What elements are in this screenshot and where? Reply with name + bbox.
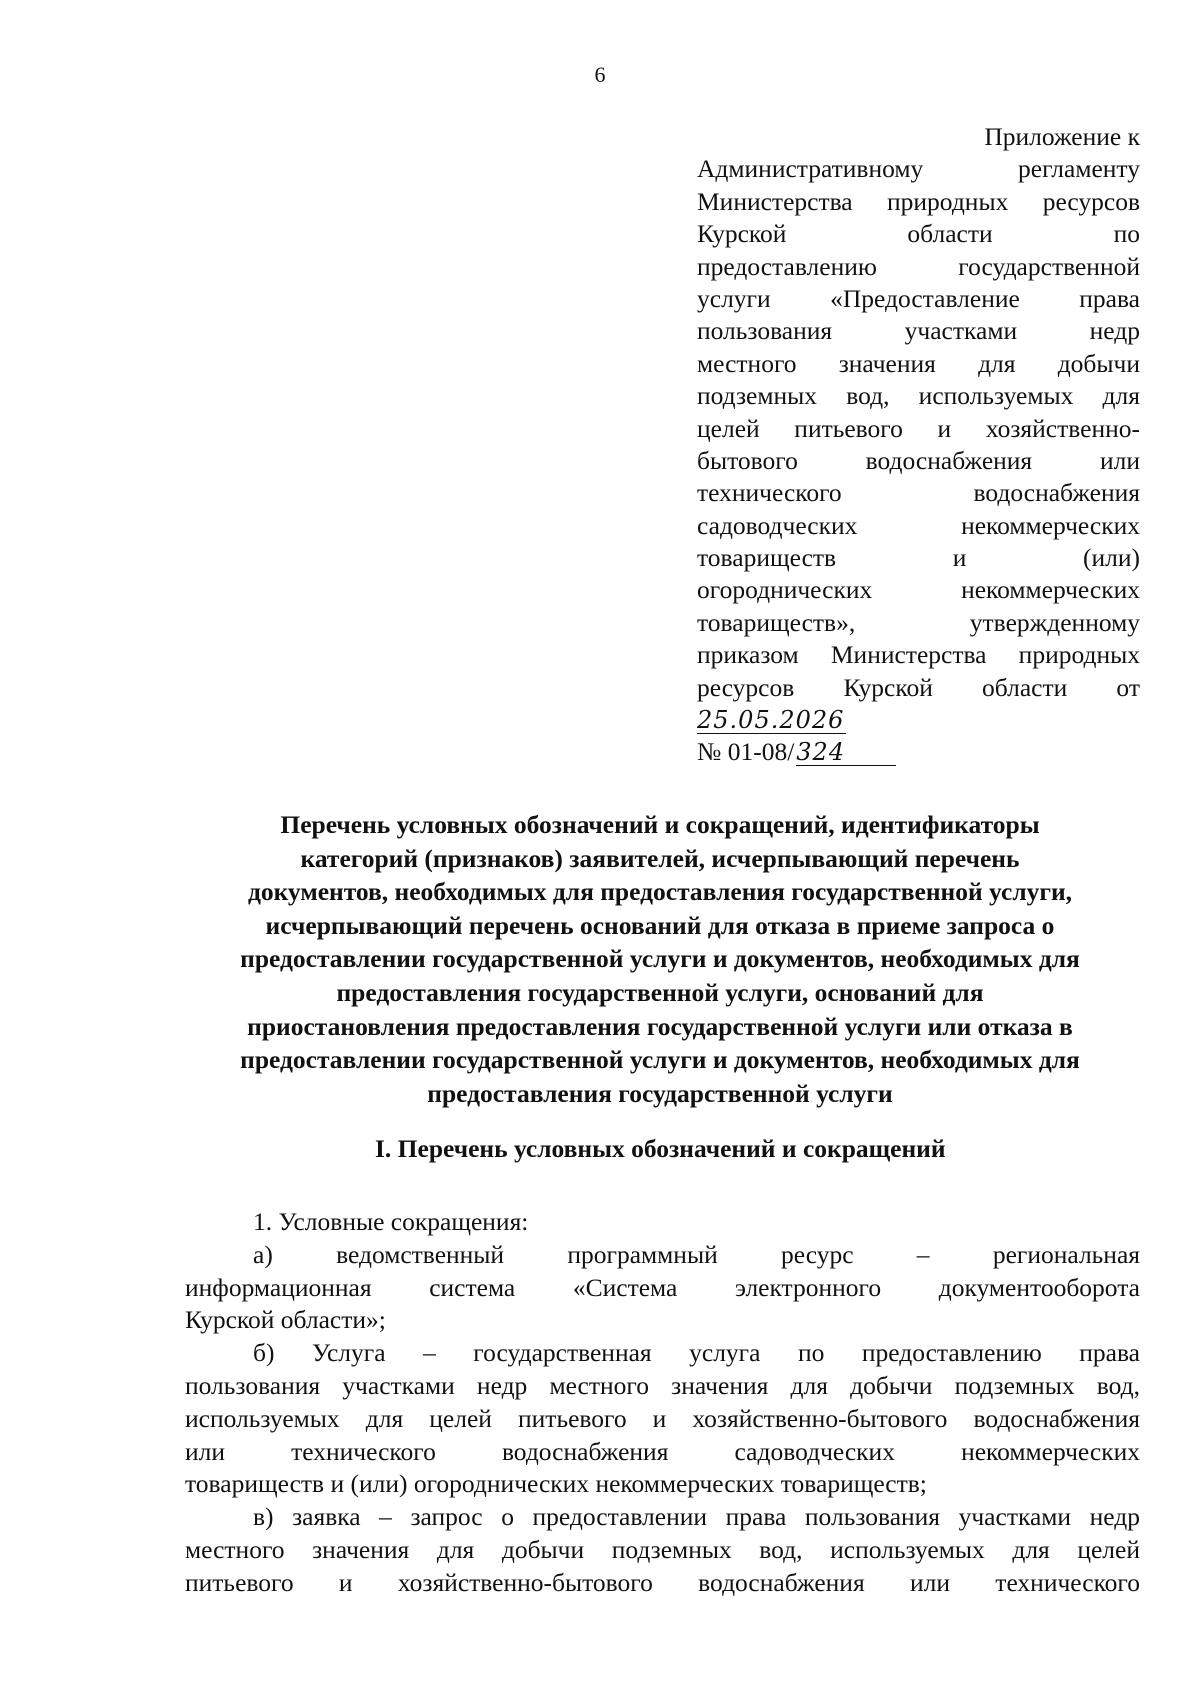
body-line: в) заявка – запрос о предоставлении права пользования участками недр bbox=[253, 1502, 1140, 1532]
body-line: местного значения для добычи подземных вод, используемых для целей bbox=[185, 1534, 1140, 1564]
appendix-line: целей питьевого и хозяйственно- bbox=[697, 413, 1140, 443]
title-line: предоставления государственной услуги bbox=[427, 1078, 893, 1108]
body-line: информационная система «Система электронного документооборота bbox=[185, 1272, 1140, 1302]
handwritten-date: 25.05.2026 bbox=[697, 706, 845, 735]
appendix-block bbox=[697, 121, 1140, 769]
appendix-line: предоставлению государственной bbox=[697, 251, 1140, 281]
appendix-date-line bbox=[697, 704, 1140, 736]
appendix-line: Курской области по bbox=[697, 219, 1140, 249]
appendix-line: приказом Министерства природных bbox=[697, 640, 1140, 670]
title-line: предоставления государственной услуги, оснований для bbox=[336, 977, 984, 1007]
body-text bbox=[185, 1206, 1140, 1600]
appendix-line: пользования участками недр bbox=[697, 316, 1140, 346]
appendix-line: Административному регламенту bbox=[697, 154, 1140, 184]
appendix-line: огороднических некоммерческих bbox=[697, 575, 1140, 605]
appendix-line: подземных вод, используемых для bbox=[697, 381, 1140, 411]
title-line: исчерпывающий перечень оснований для отказа в приеме запроса о bbox=[265, 910, 1055, 940]
body-line: 1. Условные сокращения: bbox=[253, 1207, 529, 1236]
page-number: 6 bbox=[594, 62, 606, 87]
title-line: предоставлении государственной услуги и документов, необходимых для bbox=[240, 944, 1080, 974]
title-line: приостановления предоставления государственной услуги или отказа в bbox=[247, 1011, 1073, 1041]
appendix-line: местного значения для добычи bbox=[697, 348, 1140, 378]
body-line: товариществ и (или) огороднических некоммерческих товариществ; bbox=[185, 1469, 927, 1499]
document-title bbox=[180, 808, 1140, 1110]
section-heading: I. Перечень условных обозначений и сокращений bbox=[375, 1134, 946, 1163]
appendix-line: товариществ», утвержденному bbox=[697, 607, 1140, 637]
appendix-line: технического водоснабжения bbox=[697, 478, 1140, 508]
handwritten-order-number: 324 bbox=[796, 739, 896, 766]
appendix-line: товариществ и (или) bbox=[697, 543, 1140, 573]
appendix-line: садоводческих некоммерческих bbox=[697, 510, 1140, 540]
appendix-number-line bbox=[697, 736, 1140, 768]
appendix-line: ресурсов Курской области от bbox=[697, 672, 1140, 702]
title-line: предоставлении государственной услуги и документов, необходимых для bbox=[240, 1045, 1080, 1075]
appendix-line: Приложение к bbox=[984, 122, 1140, 151]
appendix-line: бытового водоснабжения или bbox=[697, 445, 1140, 475]
title-line: документов, необходимых для предоставления государственной услуги, bbox=[247, 877, 1073, 907]
order-number-prefix: № 01-08/ bbox=[697, 737, 795, 767]
body-line: пользования участками недр местного значения для добычи подземных вод, bbox=[185, 1370, 1140, 1400]
title-line: категорий (признаков) заявителей, исчерпывающий перечень bbox=[300, 843, 1020, 873]
title-line: Перечень условных обозначений и сокращений, идентификаторы bbox=[280, 810, 1040, 839]
body-line: б) Услуга – государственная услуга по предоставлению права bbox=[253, 1338, 1140, 1368]
body-line: используемых для целей питьевого и хозяйственно-бытового водоснабжения bbox=[185, 1403, 1140, 1433]
body-line: Курской области»; bbox=[185, 1305, 386, 1335]
appendix-line: услуги «Предоставление права bbox=[697, 283, 1140, 313]
appendix-line: Министерства природных ресурсов bbox=[697, 186, 1140, 216]
body-line: питьевого и хозяйственно-бытового водоснабжения или технического bbox=[185, 1567, 1140, 1597]
body-line: или технического водоснабжения садоводческих некоммерческих bbox=[185, 1436, 1140, 1466]
body-line: а) ведомственный программный ресурс – региональная bbox=[253, 1239, 1140, 1269]
